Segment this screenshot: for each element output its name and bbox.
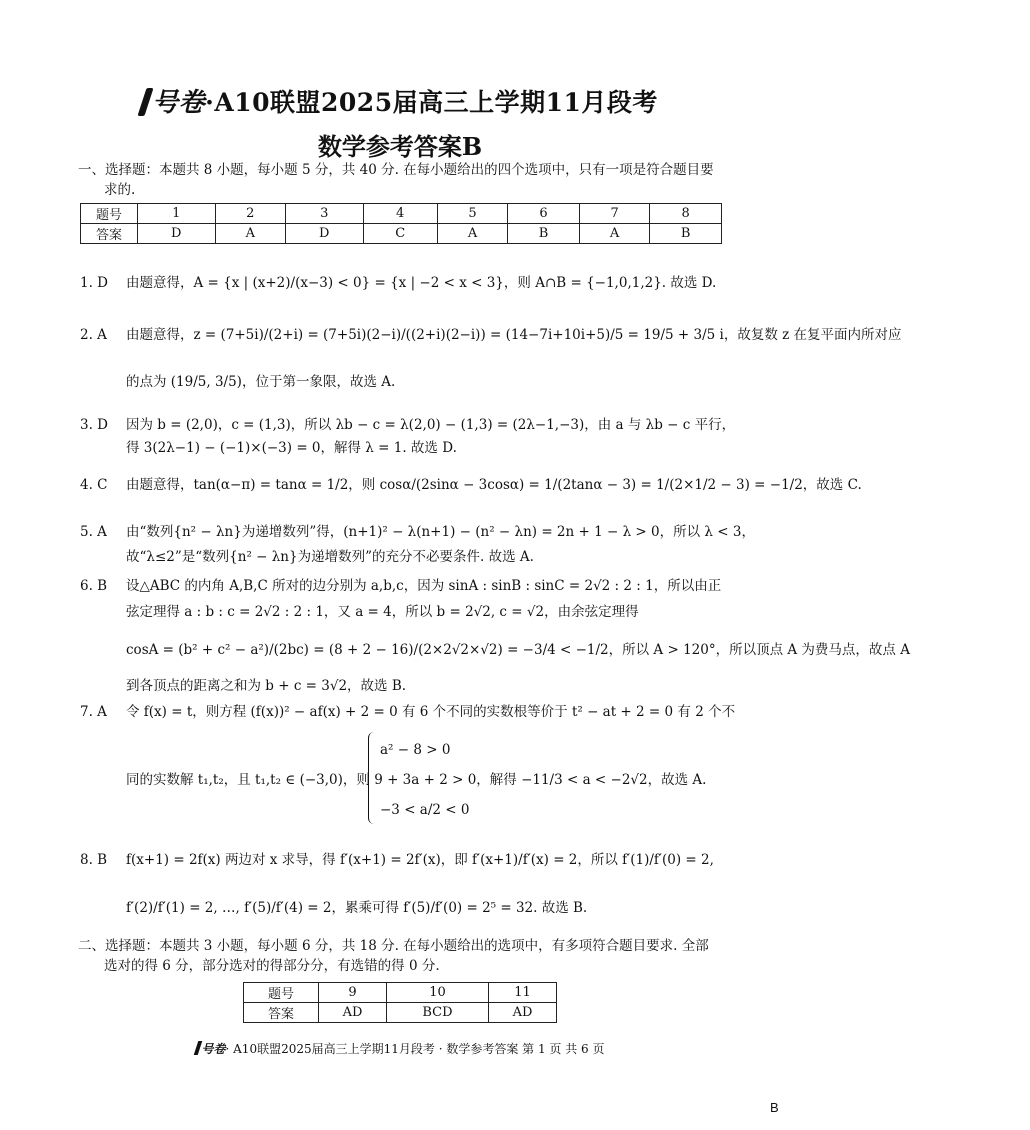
solution-3: 3. D 因为 b = (2,0)，c = (1,3)，所以 λb − c = λ(2,0) − (1,3) = (2λ−1,−3)，由 a 与 λb − c 平行，	[80, 417, 736, 433]
solution-6: 6. B 设△ABC 的内角 A,B,C 所对的边分别为 a,b,c，因为 sinA : sinB : sinC = 2√2 : 2 : 1，所以由正	[80, 578, 722, 594]
solution-6-end: 到各顶点的距离之和为 b + c = 3√2，故选 B.	[126, 678, 407, 694]
solution-7-cont: 同的实数解 t₁,t₂，且 t₁,t₂ ∈ (−3,0)，则 9 + 3a + 2 > 0，解得 −11/3 < a < −2√2，故选 A.	[126, 772, 707, 788]
section2-answer-table	[243, 982, 557, 1023]
solution-2-cont: 的点为 (19/5, 3/5)，位于第一象限，故选 A.	[126, 374, 396, 390]
table-row: 题号 9 10 11	[244, 983, 557, 1003]
solution-6-cosine: cosA = (b² + c² − a²)/(2bc) = (8 + 2 − 16)/(2×2√2×√2) = −3/4 < −1/2，所以 A > 120°，所以顶点 A 为费马点，故点 A	[126, 642, 910, 658]
section1-answer-table	[80, 203, 722, 244]
solution-3-cont: 得 3(2λ−1) − (−1)×(−3) = 0，解得 λ = 1. 故选 D.	[126, 440, 457, 456]
table-row: 答案 D A D C A B A B	[81, 224, 722, 244]
section1-heading: 一、选择题：本题共 8 小题，每小题 5 分，共 40 分. 在每小题给出的四个选项中，只有一项是符合题目要 求的.	[78, 162, 714, 198]
solution-8: 8. B f(x+1) = 2f(x) 两边对 x 求导，得 f′(x+1) = 2f′(x)，即 f′(x+1)/f′(x) = 2，所以 f′(1)/f′(0) = 2,	[80, 852, 714, 868]
solution-8-cont: f′(2)/f′(1) = 2, …, f′(5)/f′(4) = 2，累乘可得 f′(5)/f′(0) = 2⁵ = 32. 故选 B.	[126, 900, 588, 916]
system-brace	[368, 732, 377, 824]
footer-logo-bar-icon	[193, 1041, 202, 1055]
section2-heading: 二、选择题：本题共 3 小题，每小题 6 分，共 18 分. 在每小题给出的选项中，有多项符合题目要求. 全部 选对的得 6 分，部分选对的得部分分，有选错的得 0 分.	[78, 938, 709, 974]
solution-7-system-3: −3 < a/2 < 0	[380, 802, 470, 818]
corner-mark: B	[770, 1100, 779, 1115]
solution-5: 5. A 由“数列{n² − λn}为递增数列”得，(n+1)² − λ(n+1) − (n² − λn) = 2n + 1 − λ > 0，所以 λ < 3，	[80, 524, 755, 540]
solution-1: 1. D 由题意得，A = {x | (x+2)/(x−3) < 0} = {x | −2 < x < 3}，则 A∩B = {−1,0,1,2}. 故选 D.	[80, 275, 717, 291]
table-row: 答案 AD BCD AD	[244, 1003, 557, 1023]
brand-logo: 号卷	[142, 88, 205, 118]
solution-6-cont: 弦定理得 a : b : c = 2√2 : 2 : 1，又 a = 4，所以 b = 2√2, c = √2，由余弦定理得	[126, 604, 639, 620]
solution-7-system-1: a² − 8 > 0	[380, 742, 451, 758]
table-row: 题号 1 2 3 4 5 6 7 8	[81, 204, 722, 224]
solution-7: 7. A 令 f(x) = t，则方程 (f(x))² − af(x) + 2 = 0 有 6 个不同的实数根等价于 t² − at + 2 = 0 有 2 个不	[80, 704, 736, 720]
page-footer: 号卷· A10联盟2025届高三上学期11月段考 · 数学参考答案 第 1 页 共 6 页	[0, 1040, 800, 1057]
exam-title: 号卷·A10联盟2025届高三上学期11月段考	[0, 82, 800, 119]
solution-2: 2. A 由题意得，z = (7+5i)/(2+i) = (7+5i)(2−i)/((2+i)(2−i)) = (14−7i+10i+5)/5 = 19/5 + 3/5 i，故复数 z 在复平面内所对应	[80, 327, 902, 343]
answer-title: 数学参考答案B	[317, 132, 483, 161]
solution-5-cont: 故“λ≤2”是“数列{n² − λn}为递增数列”的充分不必要条件. 故选 A.	[126, 549, 534, 565]
page-header	[0, 82, 800, 162]
solution-4: 4. C 由题意得，tan(α−π) = tanα = 1/2，则 cosα/(2sinα − 3cosα) = 1/(2tanα − 3) = 1/(2×1/2 − 3) = −1/2，故选 C.	[80, 477, 862, 493]
